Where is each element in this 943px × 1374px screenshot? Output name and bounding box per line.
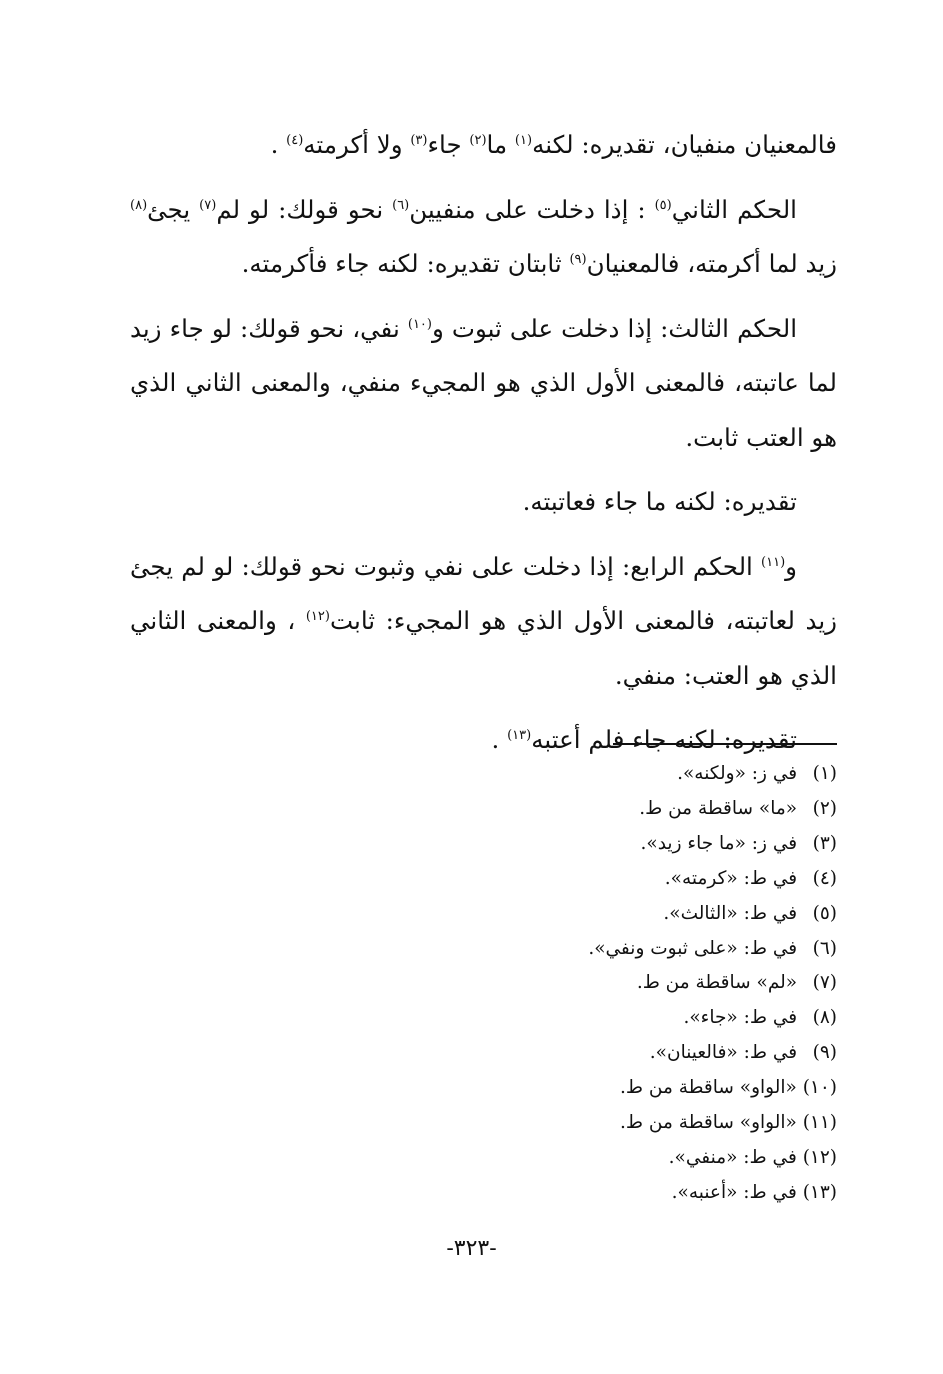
footnote-number: (١٣)	[802, 1181, 837, 1203]
footnote-number: (٧)	[812, 972, 837, 994]
footnote-number: (١)	[812, 763, 837, 784]
text-run: و	[785, 551, 797, 581]
text-run: نحو قولك: لو لم	[216, 194, 393, 224]
footnote-item	[337, 1071, 837, 1106]
footnote-item	[337, 1001, 837, 1036]
footnote-text: في ط: «جاء».	[683, 1007, 798, 1029]
footnote-item	[337, 966, 837, 1001]
footnote-text: في ط: «على ثبوت ونفي».	[588, 937, 798, 959]
footnote-number: (٤)	[812, 867, 837, 889]
footnote-ref: (١٣)	[507, 727, 532, 743]
text-run: ولا أكرمته	[303, 130, 411, 159]
footnote-item	[337, 827, 837, 862]
footnote-ref: (١٠)	[407, 316, 432, 332]
footnote-number: (١٠)	[802, 1077, 837, 1099]
text-run: تقديره: لكنه جاء فلم أعتبه	[531, 725, 797, 754]
text-run: الحكم الثالث: إذا دخلت على ثبوت و	[431, 313, 797, 343]
footnote-ref: (١)	[514, 132, 533, 148]
footnote-text: في ز: «ولكنه».	[677, 763, 798, 784]
text-run: يجئ	[147, 194, 200, 224]
footnote-item	[337, 862, 837, 897]
footnote-text: في ط: «الثالث».	[663, 902, 798, 924]
footnote-text: في ز: «ما جاء زيد».	[640, 832, 798, 854]
footnote-item	[337, 792, 837, 827]
footnote-text: «الواو» ساقطة من ط.	[620, 1077, 797, 1099]
paragraph-1	[130, 118, 837, 173]
footnote-text: «ما» ساقطة من ط.	[639, 797, 798, 819]
text-run: ، والمعنى الثاني الذي هو العتب: منفي.	[130, 606, 837, 690]
text-run: زيد لما أكرمته، فالمعنيان	[586, 249, 837, 278]
footnote-item	[337, 897, 837, 932]
text-run: .	[491, 725, 508, 754]
paragraph-5	[130, 540, 837, 704]
text-run: جاء	[427, 130, 470, 159]
main-text	[130, 118, 837, 778]
footnote-number: (٦)	[812, 937, 837, 959]
footnote-number: (٢)	[812, 797, 837, 819]
footnote-item	[337, 932, 837, 967]
footnote-number: (١١)	[802, 1112, 837, 1134]
text-run: ما	[486, 130, 515, 159]
paragraph-2	[130, 183, 837, 292]
footnote-ref: (٦)	[392, 197, 410, 213]
footnote-ref: (٢)	[469, 132, 487, 148]
text-run: ثابتان تقديره: لكنه جاء فأكرمته.	[241, 249, 570, 278]
footnote-number: (٩)	[812, 1042, 837, 1064]
footnote-item	[337, 757, 837, 792]
paragraph-4: تقديره: لكنه ما جاء فعاتبته.	[522, 487, 797, 516]
footnote-item	[337, 1176, 837, 1211]
footnote-item	[337, 1036, 837, 1071]
text-run: فالمعنيان منفيان، تقديره: لكنه	[532, 130, 837, 159]
text-run: : إذا دخلت على منفيين	[409, 194, 655, 224]
footnote-ref: (١٢)	[305, 608, 330, 624]
footnote-ref: (٧)	[199, 197, 217, 213]
footnote-ref: (٨)	[130, 197, 148, 213]
text-run: الحكم الثاني	[671, 194, 797, 224]
paragraph-3	[130, 302, 837, 466]
footnote-number: (٥)	[812, 902, 837, 924]
footnote-ref: (٤)	[286, 132, 304, 148]
footnote-number: (٣)	[812, 832, 837, 854]
page-number: -٣٢٣-	[446, 1236, 497, 1261]
footnote-ref: (٥)	[654, 197, 672, 213]
footnote-text: في ط: «فالعينان».	[649, 1042, 798, 1064]
text-run: الحكم الرابع: إذا دخلت على نفي وثبوت نحو قولك: لو لم يجئ زيد لعاتبته، فالمعنى الأول الذي هو المجيء: ثابت	[130, 551, 837, 635]
footnote-text: «الواو» ساقطة من ط.	[620, 1112, 797, 1134]
footnote-text: في ط: «كرمته».	[664, 867, 798, 889]
footnote-text: في ط: «أعنبه».	[671, 1181, 797, 1203]
footnote-item	[337, 1106, 837, 1141]
footnote-text: في ط: «منفي».	[668, 1146, 797, 1168]
footnote-ref: (٩)	[569, 251, 587, 267]
footnote-ref: (٣)	[410, 132, 428, 148]
text-run: نفي، نحو قولك: لو جاء زيد لما عاتبته، فالمعنى الأول الذي هو المجيء منفي، والمعنى الثاني الذي هو العتب ثابت.	[130, 313, 837, 452]
footnote-divider	[613, 743, 837, 745]
footnote-text: «لم» ساقطة من ط.	[636, 972, 798, 994]
footnotes	[337, 757, 837, 1211]
footnote-number: (١٢)	[802, 1146, 837, 1168]
footnote-ref: (١١)	[761, 554, 786, 570]
text-run: .	[270, 130, 287, 159]
footnote-item	[337, 1141, 837, 1176]
footnote-number: (٨)	[812, 1007, 837, 1029]
